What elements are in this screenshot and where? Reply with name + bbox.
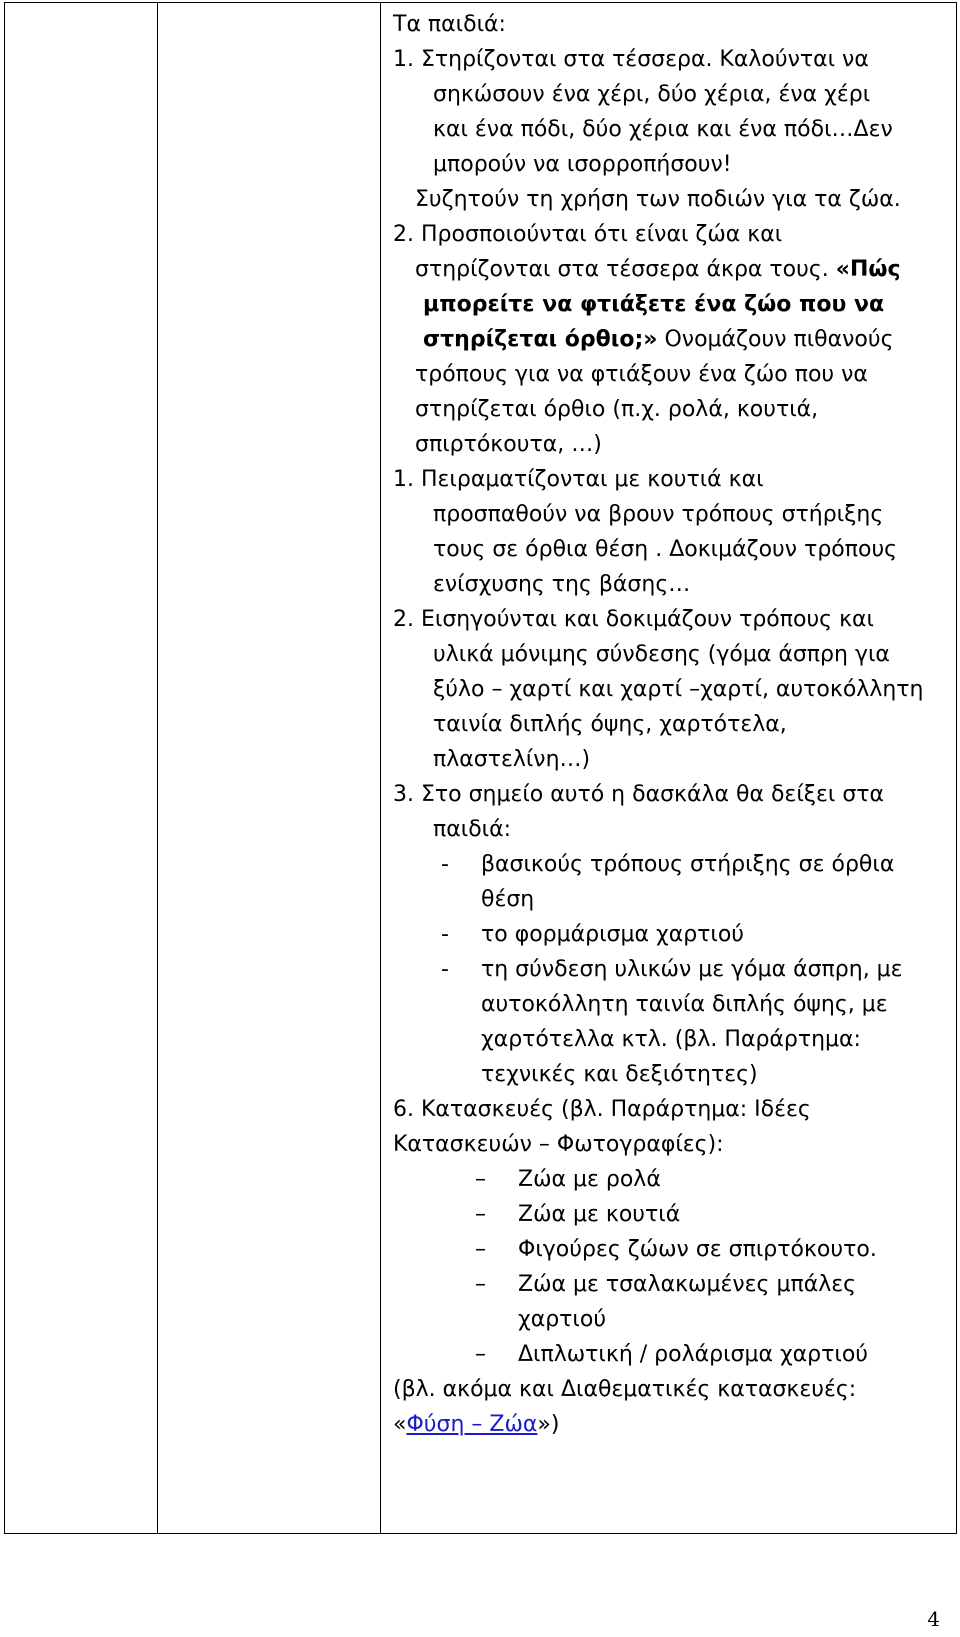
- constructions-line1: 6. Κατασκευές (βλ. Παράρτημα: Ιδέες: [393, 1097, 811, 1122]
- nature-animals-link[interactable]: Φύση – Ζώα: [406, 1412, 538, 1437]
- step2-line2: [415, 256, 901, 284]
- constructions-line2: Κατασκευών – Φωτογραφίες):: [393, 1132, 724, 1157]
- step1-line5: Συζητούν τη χρήση των ποδιών για τα ζώα.: [415, 187, 901, 212]
- demo-item3-line2: αυτοκόλλητη ταινία διπλής όψης, με: [481, 992, 888, 1017]
- question-end: στηρίζεται όρθιο;»: [423, 327, 658, 352]
- question-start: «Πώς: [835, 257, 901, 282]
- step2-line2-text: στηρίζονται στα τέσσερα άκρα τους.: [415, 257, 829, 282]
- step1-line4: μπορούν να ισορροπήσουν!: [433, 152, 732, 177]
- point3-line1: 3. Στο σημείο αυτό η δασκάλα θα δείξει στα: [393, 782, 885, 807]
- quote-close: »): [537, 1412, 560, 1437]
- dash-bullet: -: [441, 852, 449, 877]
- construction-item4-line2: χαρτιού: [518, 1307, 607, 1332]
- lesson-table: [4, 2, 957, 1534]
- point2-line1: 2. Εισηγούνται και δοκιμάζουν τρόπους και: [393, 607, 874, 632]
- demo-item3-line1: τη σύνδεση υλικών με γόμα άσπρη, με: [481, 957, 903, 982]
- demo-item1-line2: θέση: [481, 887, 535, 912]
- question-line: μπορείτε να φτιάξετε ένα ζώο που να: [423, 292, 885, 317]
- demo-item3-line4: τεχνικές και δεξιότητες): [481, 1062, 758, 1087]
- step2-line5: τρόπους για να φτιάξουν ένα ζώο που να: [415, 362, 868, 387]
- step1-line2: σηκώσουν ένα χέρι, δύο χέρια, ένα χέρι: [433, 82, 871, 107]
- step1-line1: 1. Στηρίζονται στα τέσσερα. Καλούνται να: [393, 47, 869, 72]
- dash-bullet: -: [441, 922, 449, 947]
- column-divider-2: [380, 3, 381, 1533]
- step2-line4: [423, 326, 894, 354]
- page-number: 4: [927, 1607, 940, 1631]
- dash-bullet: –: [475, 1342, 486, 1367]
- point2-line3: ξύλο – χαρτί και χαρτί –χαρτί, αυτοκόλλητη: [433, 677, 924, 702]
- point1-line4: ενίσχυσης της βάσης…: [433, 572, 691, 597]
- demo-item3-line3: χαρτότελλα κτλ. (βλ. Παράρτημα:: [481, 1027, 861, 1052]
- point2-line4: ταινία διπλής όψης, χαρτότελα,: [433, 712, 787, 737]
- step2-line4-text: Ονομάζουν πιθανούς: [664, 327, 894, 352]
- reference-line1: (βλ. ακόμα και Διαθεματικές κατασκευές:: [393, 1377, 857, 1402]
- step2-line7: σπιρτόκουτα, …): [415, 432, 602, 457]
- dash-bullet: -: [441, 957, 449, 982]
- intro-line: Τα παιδιά:: [393, 12, 506, 37]
- demo-item1-line1: βασικούς τρόπους στήριξης σε όρθια: [481, 852, 895, 877]
- point2-line2: υλικά μόνιμης σύνδεσης (γόμα άσπρη για: [433, 642, 890, 667]
- step2-line1: 2. Προσποιούνται ότι είναι ζώα και: [393, 222, 783, 247]
- point1-line1: 1. Πειραματίζονται με κουτιά και: [393, 467, 764, 492]
- dash-bullet: –: [475, 1237, 486, 1262]
- quote-open: «: [393, 1412, 407, 1437]
- step1-line3: και ένα πόδι, δύο χέρια και ένα πόδι…Δεν: [433, 117, 893, 142]
- dash-bullet: –: [475, 1202, 486, 1227]
- point1-line2: προσπαθούν να βρουν τρόπους στήριξης: [433, 502, 884, 527]
- reference-line2: [393, 1411, 559, 1439]
- demo-item2: το φορμάρισμα χαρτιού: [481, 922, 745, 947]
- column-divider-1: [157, 3, 158, 1533]
- construction-item5: Διπλωτική / ρολάρισμα χαρτιού: [518, 1342, 869, 1367]
- construction-item1: Ζώα με ρολά: [518, 1167, 661, 1192]
- point3-line2: παιδιά:: [433, 817, 512, 842]
- step2-line6: στηρίζεται όρθιο (π.χ. ρολά, κουτιά,: [415, 397, 819, 422]
- dash-bullet: –: [475, 1167, 486, 1192]
- construction-item3: Φιγούρες ζώων σε σπιρτόκουτο.: [518, 1237, 877, 1262]
- point1-line3: τους σε όρθια θέση . Δοκιμάζουν τρόπους: [433, 537, 898, 562]
- point2-line5: πλαστελίνη…): [433, 747, 591, 772]
- dash-bullet: –: [475, 1272, 486, 1297]
- construction-item4-line1: Ζώα με τσαλακωμένες μπάλες: [518, 1272, 857, 1297]
- construction-item2: Ζώα με κουτιά: [518, 1202, 681, 1227]
